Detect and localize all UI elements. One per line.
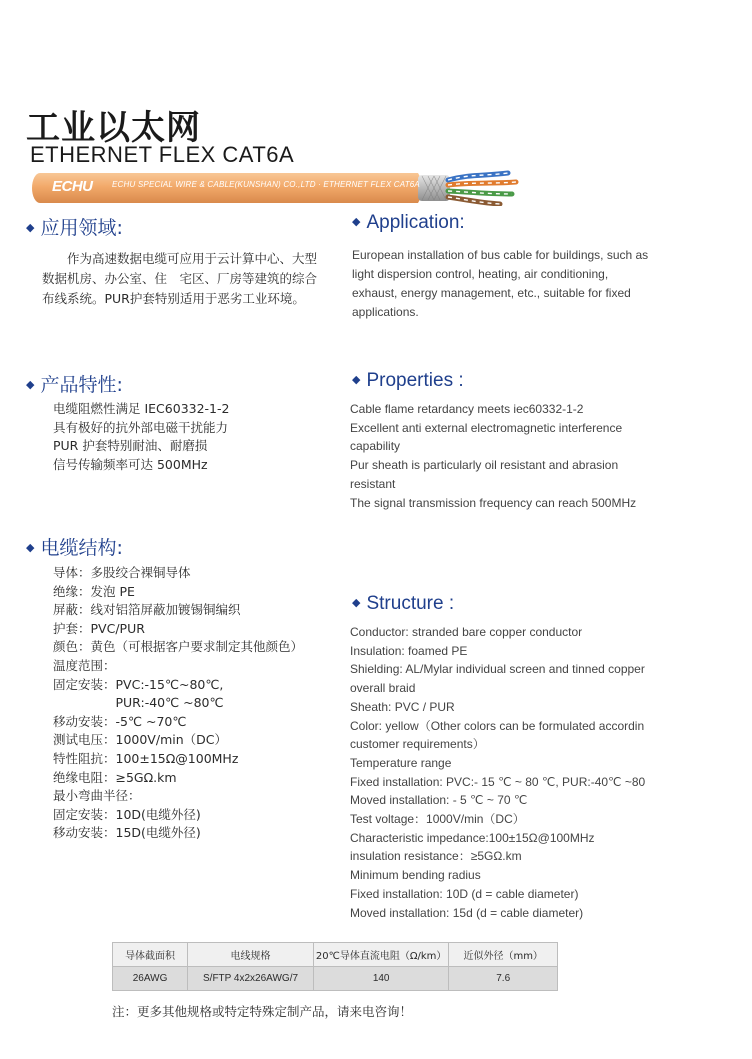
table-header-cell: 20℃导体直流电阻（Ω/km）	[313, 943, 449, 967]
properties-heading-cn: ◆ 产品特性:	[26, 374, 123, 396]
spec-table	[112, 942, 558, 991]
list-item: Insulation: foamed PE	[350, 643, 468, 658]
structure-heading-cn: ◆ 电缆结构:	[26, 537, 123, 559]
list-item: Temperature range	[350, 755, 452, 770]
list-item: customer requirements）	[350, 737, 485, 752]
cable-print-text: ECHU SPECIAL WIRE & CABLE(KUNSHAN) CO.,LTD · ETHERNET FLEX CAT6A	[112, 180, 420, 189]
table-header-cell: 电线规格	[188, 943, 314, 967]
list-item: 电缆阻燃性满足 IEC60332-1-2	[53, 401, 230, 416]
list-item: 移动安装：15D(电缆外径)	[53, 825, 201, 841]
list-item: 移动安装：-5℃ ~70℃	[53, 713, 187, 729]
application-heading-cn: ◆ 应用领域:	[26, 217, 123, 239]
application-text-en: European installation of bus cable for buildings, such as light dispersion control, heating, air conditioning, exhaust, energy management, etc., suitable for fixed applications.	[352, 248, 649, 319]
table-cell: 26AWG	[113, 967, 188, 991]
list-item: 固定安装：PVC:-15℃~80℃,	[53, 676, 224, 692]
page-title-cn: 工业以太网	[26, 108, 201, 148]
list-item: Moved installation: 15d (d = cable diameter)	[350, 905, 584, 920]
list-item: Excellent anti external electromagnetic interference	[350, 420, 623, 435]
list-item: Cable flame retardancy meets iec60332-1-2	[350, 402, 584, 416]
list-item: Conductor: stranded bare copper conductor	[350, 625, 583, 639]
diamond-bullet-icon: ◆	[26, 221, 35, 234]
list-item: 导体：多股绞合裸铜导体	[53, 565, 191, 580]
table-header-cell: 近似外径（mm）	[449, 943, 558, 967]
list-item: Sheath: PVC / PUR	[350, 699, 455, 714]
list-item: Color: yellow（Other colors can be formulated accordin	[350, 718, 645, 733]
diamond-bullet-icon: ◆	[26, 541, 35, 554]
list-item: 具有极好的抗外部电磁干扰能力	[53, 419, 229, 435]
application-text-cn: 作为高速数据电缆可应用于云计算中心、大型数据机房、办公室、住 宅区、厂房等建筑的综合布线系统。PUR护套特别适用于恶劣工业环境。	[42, 251, 318, 306]
table-cell: S/FTP 4x2x26AWG/7	[188, 967, 314, 991]
structure-list-en	[350, 623, 645, 922]
list-item: Fixed installation: 10D (d = cable diameter)	[350, 886, 579, 901]
list-item: Minimum bending radius	[350, 868, 481, 883]
table-header-row	[113, 943, 558, 967]
list-item: Fixed installation: PVC:- 15 ℃ ~ 80 ℃, PUR:-40℃ ~80	[350, 774, 646, 789]
list-item: resistant	[350, 476, 396, 491]
list-item: 测试电压：1000V/min（DC）	[53, 732, 227, 748]
list-item: Pur sheath is particularly oil resistant and abrasion	[350, 458, 619, 473]
structure-heading-en: ◆ Structure :	[352, 593, 455, 614]
properties-heading-en: ◆ Properties :	[352, 370, 464, 391]
list-item: insulation resistance：≥5GΩ.km	[350, 849, 522, 864]
diamond-bullet-icon: ◆	[352, 597, 361, 609]
list-item: Shielding: AL/Mylar individual screen and tinned copper	[350, 662, 645, 677]
table-cell: 140	[313, 967, 449, 991]
properties-list-cn	[53, 400, 229, 474]
list-item: The signal transmission frequency can reach 500MHz	[350, 495, 637, 510]
table-header-cell: 导体截面积	[113, 943, 188, 967]
list-item: overall braid	[350, 681, 416, 696]
list-item: 信号传输频率可达 500MHz	[53, 456, 208, 472]
properties-list-en	[350, 400, 636, 512]
diamond-bullet-icon: ◆	[26, 378, 35, 391]
footnote: 注：更多其他规格或特定特殊定制产品，请来电咨询！	[112, 1004, 413, 1019]
list-item: 护套：PVC/PUR	[53, 620, 145, 636]
list-item: Test voltage：1000V/min（DC）	[350, 812, 525, 827]
list-item: 固定安装：10D(电缆外径)	[53, 806, 201, 822]
list-item: Characteristic impedance:100±15Ω@100MHz	[350, 830, 595, 845]
list-item: 绝缘：发泡 PE	[53, 583, 135, 599]
list-item: 特性阻抗：100±15Ω@100MHz	[53, 750, 239, 766]
list-item: capability	[350, 439, 401, 454]
list-item: PUR 护套特别耐油、耐磨损	[53, 438, 208, 454]
application-heading-en: ◆ Application:	[352, 212, 465, 233]
list-item: 最小弯曲半径：	[53, 788, 141, 804]
list-item: 绝缘电阻：≥5GΩ.km	[53, 769, 177, 785]
list-item: PUR:-40℃ ~80℃	[53, 695, 224, 711]
list-item: 温度范围：	[53, 657, 116, 673]
list-item: Moved installation: - 5 ℃ ~ 70 ℃	[350, 793, 528, 808]
list-item: 颜色：黄色（可根据客户要求制定其他颜色）	[53, 639, 304, 655]
diamond-bullet-icon: ◆	[352, 374, 361, 386]
list-item: 屏蔽：线对铝箔屏蔽加镀锡铜编织	[53, 602, 241, 618]
diamond-bullet-icon: ◆	[352, 216, 361, 228]
table-cell: 7.6	[449, 967, 558, 991]
table-row	[113, 967, 558, 991]
page-title-en: ETHERNET FLEX CAT6A	[30, 142, 295, 167]
cable-logo: ECHU	[52, 178, 93, 195]
structure-list-cn	[53, 564, 303, 843]
